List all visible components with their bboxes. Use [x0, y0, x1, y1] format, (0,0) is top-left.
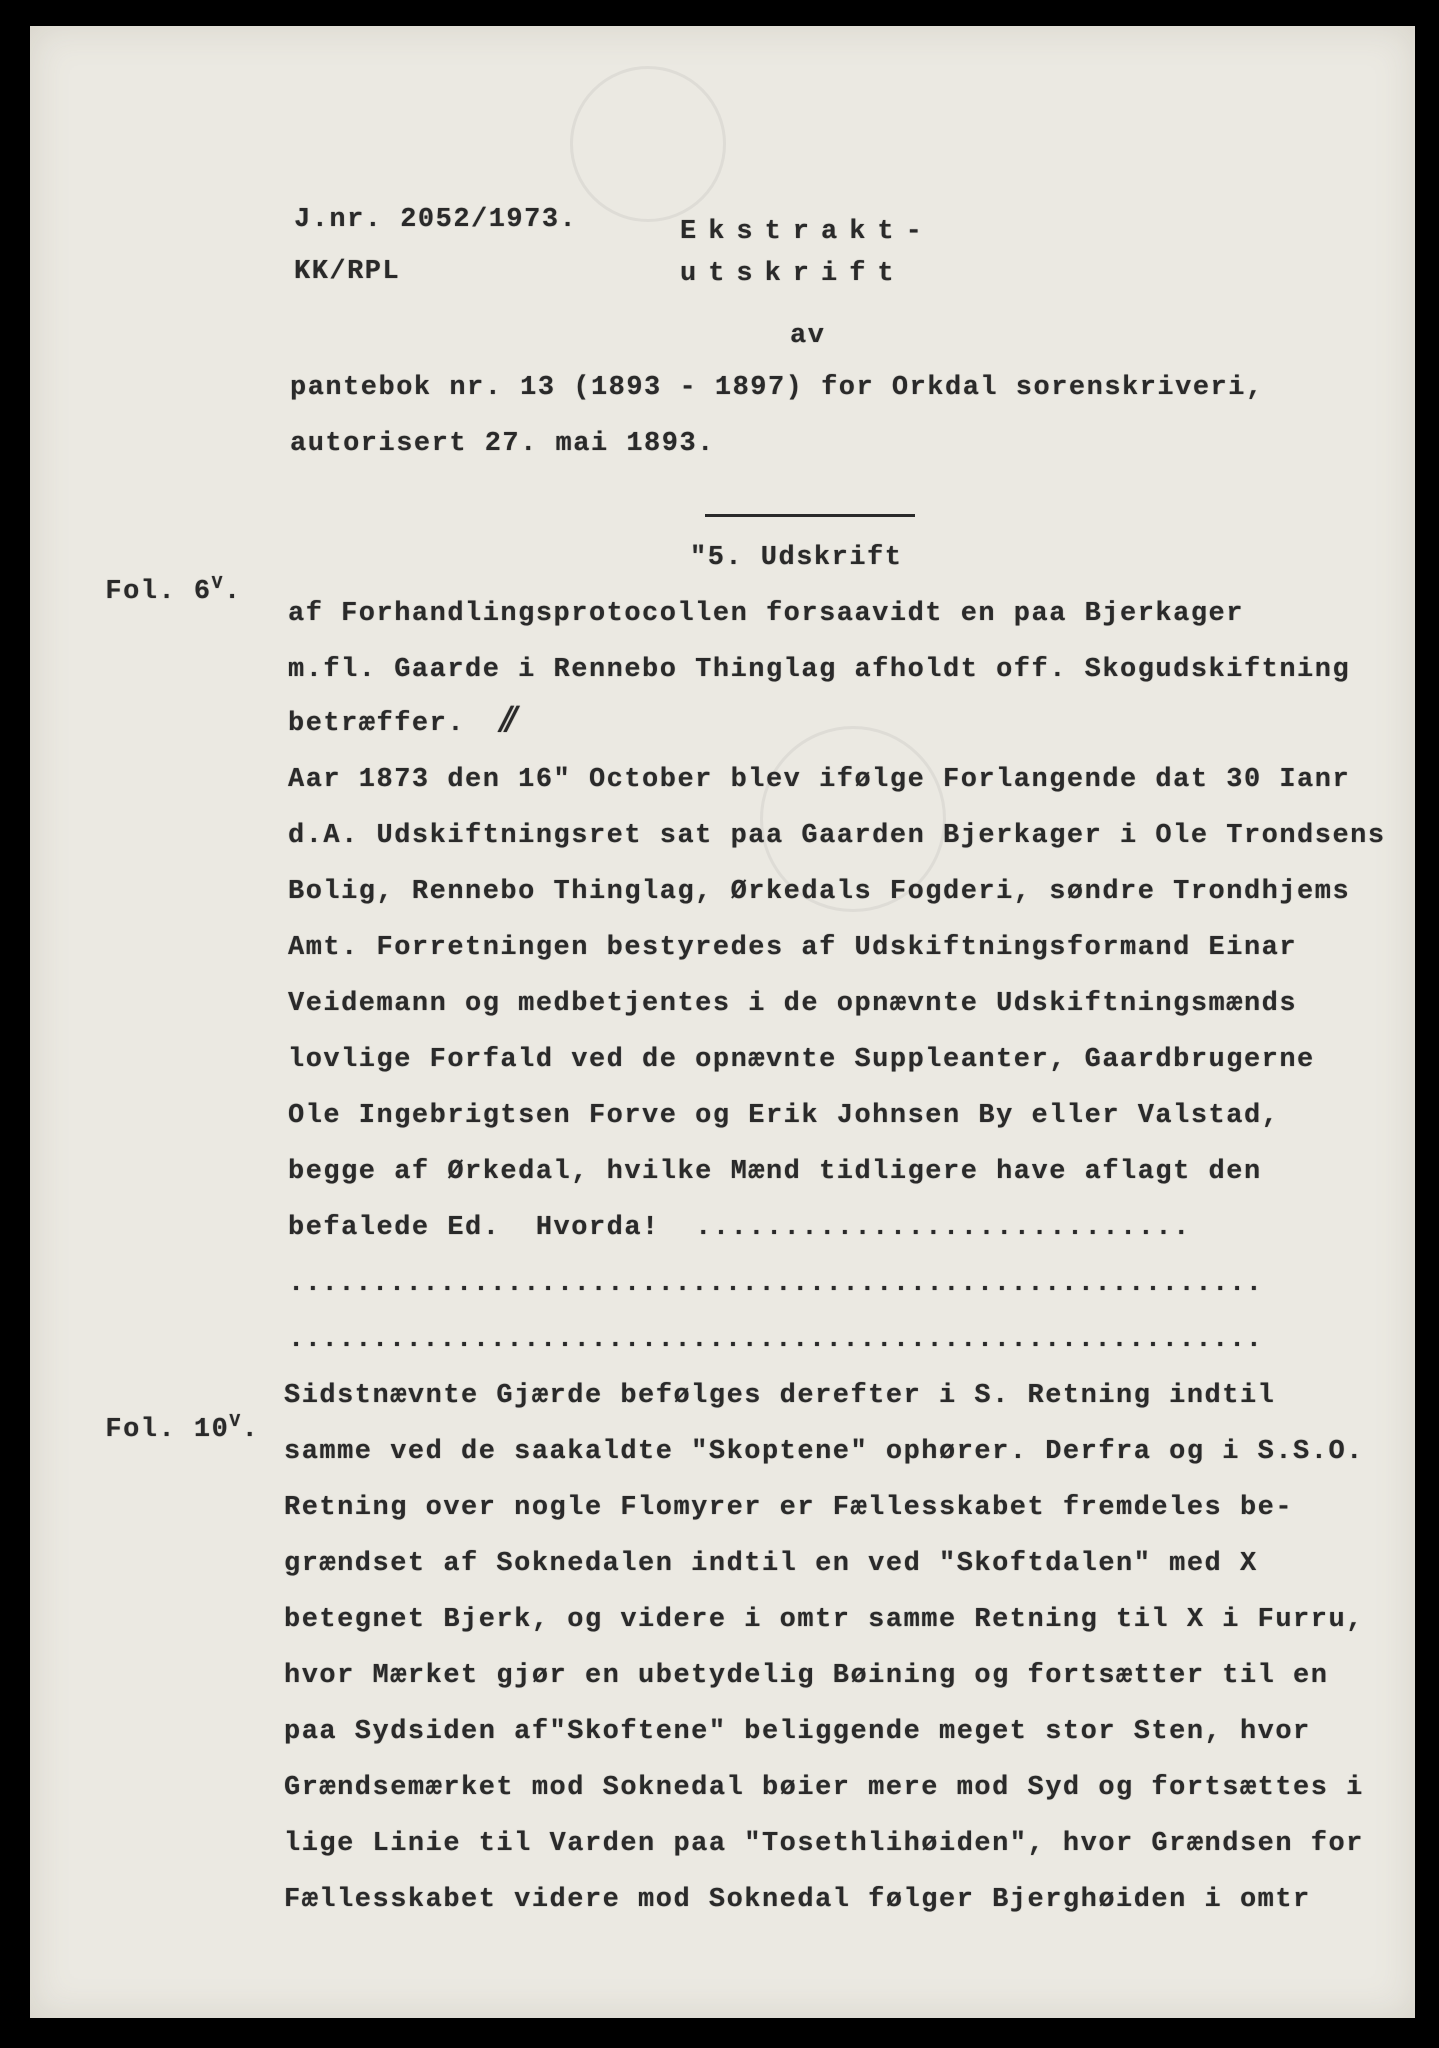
folio-suffix-2: . [241, 1415, 260, 1445]
s2-line-2: Retning over nogle Flomyrer er Fællesskabet fremdeles be- [284, 1493, 1294, 1523]
s2-line-3: grændset af Soknedalen indtil en ved "Skoftdalen" med X [284, 1549, 1258, 1579]
s1-line-1: m.fl. Gaarde i Rennebo Thinglag afholdt off. Skogudskiftning [288, 655, 1351, 685]
folio-label-2: Fol. 10 [105, 1415, 230, 1445]
intro-line-1: pantebok nr. 13 (1893 - 1897) for Orkdal sorenskriveri, [290, 373, 1264, 403]
s1-line-3: Aar 1873 den 16" October blev ifølge Forlangende dat 30 Ianr [288, 765, 1351, 795]
title-line-1: Ekstrakt- [680, 217, 934, 247]
s1-line-8: lovlige Forfald ved de opnævnte Suppleanter, Gaardbrugerne [288, 1045, 1315, 1075]
s1-line-2: betræffer. [288, 709, 466, 739]
s2-line-1: samme ved de saakaldte "Skoptene" ophører. Derfra og i S.S.O. [284, 1437, 1364, 1467]
journal-number: J.nr. 2052/1973. [294, 205, 578, 235]
folio-sup-1: V [211, 574, 224, 594]
handwritten-mark: // [500, 699, 512, 737]
folio-label-1: Fol. 6 [105, 577, 212, 607]
s1-line-0: af Forhandlingsprotocollen forsaavidt en paa Bjerkager [288, 599, 1244, 629]
s2-line-9: Fællesskabet videre mod Soknedal følger Bjerghøiden i omtr [284, 1885, 1311, 1915]
s2-line-7: Grændsemærket mod Soknedal bøier mere mod Syd og fortsættes i [284, 1773, 1364, 1803]
s2-line-8: lige Linie til Varden paa "Tosethlihøiden", hvor Grændsen for [284, 1829, 1364, 1859]
s2-line-4: betegnet Bjerk, og videre i omtr samme Retning til X i Furru, [284, 1605, 1364, 1635]
title-av: av [790, 321, 826, 351]
s1-line-11: befalede Ed. Hvorda! ............................ [288, 1213, 1191, 1243]
dots-line-2: .......................................................... [288, 1325, 1263, 1355]
s1-line-10: begge af Ørkedal, hvilke Mænd tidligere have aflagt den [288, 1157, 1262, 1187]
intro-line-2: autorisert 27. mai 1893. [290, 429, 715, 459]
s1-line-6: Amt. Forretningen bestyredes af Udskiftningsformand Einar [288, 933, 1298, 963]
title-line-2: utskrift [680, 259, 906, 289]
s2-line-5: hvor Mærket gjør en ubetydelig Bøining og fortsætter til en [284, 1661, 1329, 1691]
initials: KK/RPL [294, 257, 401, 287]
s1-line-4: d.A. Udskiftningsret sat paa Gaarden Bjerkager i Ole Trondsens [288, 821, 1386, 851]
s1-line-5: Bolig, Rennebo Thinglag, Ørkedals Fogderi, søndre Trondhjems [288, 877, 1351, 907]
section-heading: "5. Udskrift [690, 543, 903, 573]
folio-suffix-1: . [223, 577, 242, 607]
header-divider [705, 514, 915, 517]
s2-line-0: Sidstnævnte Gjærde befølges derefter i S. Retning indtil [284, 1381, 1276, 1411]
folio-note-2 [70, 1376, 259, 1448]
dots-line-1: .......................................................... [288, 1269, 1263, 1299]
s2-line-6: paa Sydsiden af"Skoftene" beliggende meget stor Sten, hvor [284, 1717, 1311, 1747]
s1-line-9: Ole Ingebrigtsen Forve og Erik Johnsen By eller Valstad, [288, 1101, 1280, 1131]
folio-note-1 [70, 538, 242, 610]
folio-sup-2: V [229, 1412, 242, 1432]
faded-stamp-1 [570, 66, 726, 222]
s1-line-7: Veidemann og medbetjentes i de opnævnte Udskiftningsmænds [288, 989, 1298, 1019]
